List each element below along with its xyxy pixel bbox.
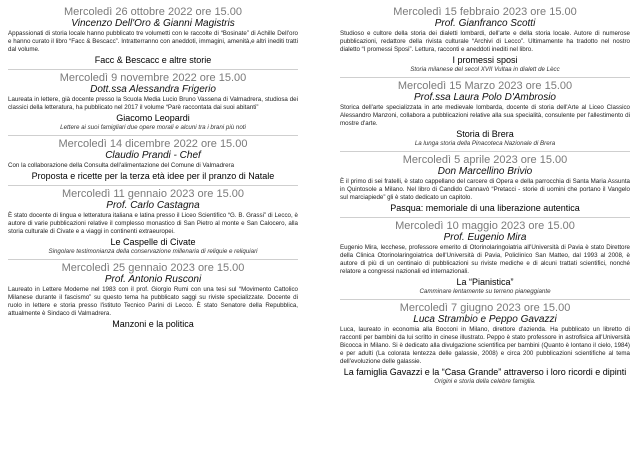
- divider: [340, 217, 630, 218]
- event-card: [8, 6, 298, 66]
- event-subtitle: Lettere ai suoi famigliari due opere morali e alcuni tra i brani più noti: [60, 124, 246, 131]
- event-speaker: Prof. Gianfranco Scotti: [434, 18, 536, 29]
- event-speaker: Prof. Carlo Castagna: [106, 200, 200, 211]
- event-description: Appassionati di storia locale hanno pubblicato tre volumetti con le raccolte di “Bosinate” di Achille Dell'oro e hanno curato il libro “Facc & Bescacc”. Intratterranno con aneddoti, immagini, amenità,e altri inediti tratti dal volume.: [8, 30, 298, 53]
- event-card: [8, 135, 298, 182]
- event-date: Mercoledì 11 gennaio 2023 ore 15.00: [61, 188, 245, 200]
- event-speaker: Prof. Eugenio Mira: [443, 232, 527, 243]
- left-column: [8, 6, 298, 333]
- event-title: Proposta e ricette per la terza età idee per il pranzo di Natale: [31, 171, 275, 181]
- event-card: [340, 6, 630, 74]
- event-description: Eugenio Mira, lecchese, professore emerito di Otorinolaringoiatria all'Università di Pavia è stato Direttore della Clinica Otorinolaringoiatrica dell'Università di Pavia, Policlinico San Matteo, dal 1993 al 2008, è autore di più di un centinaio di pubblicazioni su riviste mediche e di alcuni trattati scientifici, nonché relatore a congressi nazionali ed internazionali.: [340, 244, 630, 275]
- divider: [340, 299, 630, 300]
- event-card: [340, 217, 630, 296]
- event-card: [8, 259, 298, 330]
- event-subtitle: Singolare testimonianza della conservazione millenaria di reliquie e reliquiari: [48, 248, 258, 255]
- event-title: Facc & Bescacc e altre storie: [94, 55, 212, 65]
- event-title: Storia di Brera: [456, 129, 514, 139]
- event-title: Le Caspelle di Civate: [110, 237, 196, 247]
- event-speaker: Don Marcellino Brivio: [437, 166, 533, 177]
- event-speaker: Prof.ssa Laura Polo D'Ambrosio: [414, 92, 556, 103]
- divider: [8, 259, 298, 260]
- event-date: Mercoledì 15 Marzo 2023 ore 15.00: [397, 80, 573, 92]
- event-date: Mercoledì 10 maggio 2023 ore 15.00: [395, 220, 575, 232]
- event-card: [340, 151, 630, 214]
- divider: [8, 69, 298, 70]
- event-description: Storica dell'arte specializzata in arte medievale lombarda, docente di storia dell'Arte al Liceo Classico Alessandro Manzoni, collabora a pubblicazioni relative alla sua specialità, consulente per l'allestimento di mostre d'arte.: [340, 104, 630, 127]
- event-title: Pasqua: memoriale di una liberazione autentica: [390, 203, 580, 213]
- event-subtitle: Origini e storia della celebre famiglia.: [434, 378, 536, 385]
- event-speaker: Claudio Prandi - Chef: [105, 150, 201, 161]
- event-description: È il primo di sei fratelli, è stato cappellano del carcere di Opera e della parrocchia di Santa Maria Assunta in Quintosole a Milano. Nel libro di Candido Cannavò “Pretacci - storie di uomini che portano il Vangelo sul marciapiede” gli è stato dedicato un capitolo.: [340, 178, 630, 201]
- event-subtitle: Storia milanese del secol XVII Vultaa in dialett de Lècc: [410, 66, 560, 73]
- event-description: È stato docente di lingua e letteratura italiana e latina presso il Liceo Scientifico “G. B. Grassi” di Lecco, è autore di varie pubblicazioni relative il complesso monastico di San Pietro al monte e San Calocero, alla storia culturale di Civate e a viaggi in continenti extraeuropei.: [8, 212, 298, 235]
- event-card: [8, 69, 298, 132]
- event-description: Studioso e cultore della storia dei dialetti lombardi, dell'arte e della storia locale. Autore di numerose pubblicazioni, redattore della rivista culturale “Archivi di Lecco”. Ultimamente ha tradotto nel nostro dialetto “I promessi Sposi”. Lettura, racconti e aneddoti inediti nel libro.: [340, 30, 630, 53]
- event-description: Con la collaborazione della Consulta dell'alimentazione del Comune di Valmadrera: [8, 162, 235, 169]
- event-description: Laureato in Lettere Moderne nel 1983 con il prof. Giorgio Rumi con una tesi sul “Movimento Cattolico Milanese durante il fascismo” su questo tema ha pubblicato saggi su riviste specializzate. Docente di ruolo in lettere e storia presso l'istituto Tecnico Parini di Lecco. È stato Senatore della Repubblica, attualmente è Sindaco di Valmadrera.: [8, 286, 298, 317]
- event-speaker: Vincenzo Dell'Oro & Gianni Magistris: [71, 18, 235, 29]
- event-date: Mercoledì 26 ottobre 2022 ore 15.00: [64, 6, 242, 18]
- right-column: [340, 6, 630, 389]
- event-card: [340, 299, 630, 386]
- event-description: Laureata in lettere, già docente presso la Scuola Media Lucio Bruno Vassena di Valmadrera, studiosa dei classici della letteratura, ha pubblicato nel 2017 il volume “Parè raccontata dai suoi abitanti”: [8, 96, 298, 111]
- event-date: Mercoledì 5 aprile 2023 ore 15.00: [402, 154, 568, 166]
- event-title: La “Pianistica”: [456, 277, 514, 287]
- divider: [340, 77, 630, 78]
- event-date: Mercoledì 25 gennaio 2023 ore 15.00: [61, 262, 245, 274]
- event-title: Manzoni e la politica: [112, 319, 194, 329]
- event-speaker: Dott.ssa Alessandra Frigerio: [90, 84, 216, 95]
- event-speaker: Luca Strambio e Peppo Gavazzi: [413, 314, 557, 325]
- event-date: Mercoledì 14 dicembre 2022 ore 15.00: [58, 138, 248, 150]
- event-title: Giacomo Leopardi: [116, 113, 190, 123]
- divider: [8, 185, 298, 186]
- event-date: Mercoledì 15 febbraio 2023 ore 15.00: [393, 6, 577, 18]
- event-subtitle: Camminare lentamente su terreno pianeggiante: [419, 288, 551, 295]
- event-title: I promessi sposi: [452, 55, 518, 65]
- event-card: [8, 185, 298, 256]
- event-subtitle: La lunga storia della Pinacoteca Nazionale di Brera: [414, 140, 556, 147]
- event-description: Luca, laureato in economia alla Bocconi in Milano, direttore d'azienda. Ha pubblicato un libretto di racconti per bambini da lui scritto in cinese illustrato. Peppo è stato professore in astrofisica all'Università Bicocca in Milano. Si è dedicato alla divulgazione scientifica per bambini (Quanto è lontano il cielo, 1984) e per adulti (La colorata lentezza delle galassie, 2008) e circa 200 pubblicazioni scientifiche al tema dell'evoluzione delle galassie.: [340, 326, 630, 365]
- event-speaker: Prof. Antonio Rusconi: [104, 274, 202, 285]
- event-title: La famiglia Gavazzi e la “Casa Grande” attraverso i loro ricordi e dipinti: [343, 367, 627, 377]
- divider: [340, 151, 630, 152]
- divider: [8, 135, 298, 136]
- event-date: Mercoledì 7 giugno 2023 ore 15.00: [399, 302, 571, 314]
- event-date: Mercoledì 9 novembre 2022 ore 15.00: [59, 72, 247, 84]
- event-card: [340, 77, 630, 148]
